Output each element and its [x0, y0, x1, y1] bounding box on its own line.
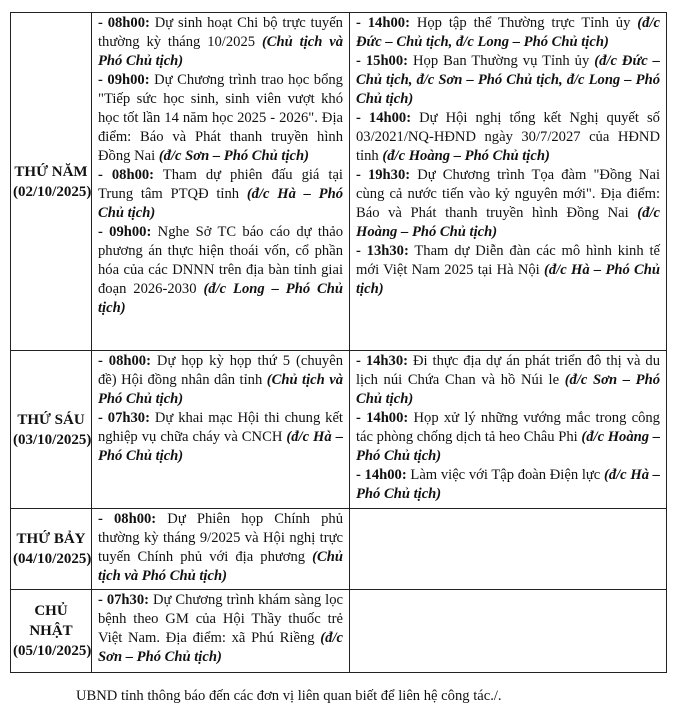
item-text: Dự Chương trình khám sàng lọc bệnh theo GM của Hội Thầy thuốc trẻ Việt Nam. Địa điểm: xã Phú Riềng	[98, 592, 343, 646]
item-text: Đi thực địa dự án phát triển đô thị và du lịch núi Chứa Chan và hồ Núi le	[356, 353, 660, 388]
item-attendees: (đ/c Hoàng – Phó Chủ tịch)	[356, 429, 661, 464]
footer-note: UBND tỉnh thông báo đến các đơn vị liên quan biết để liên hệ công tác./.	[76, 688, 502, 704]
schedule-item	[356, 14, 660, 52]
item-time: - 08h00:	[98, 15, 150, 31]
item-attendees: (đ/c Sơn – Phó Chủ tịch)	[158, 148, 309, 164]
schedule-item	[356, 409, 660, 466]
item-text: Họp xử lý những vướng mắc trong công tác phòng chống dịch tả heo Châu Phi	[356, 410, 660, 445]
item-attendees: (đ/c Long – Phó Chủ tịch)	[98, 281, 343, 316]
day-cell	[11, 13, 92, 351]
item-text: Làm việc với Tập đoàn Điện lực	[406, 467, 604, 483]
item-attendees: (đ/c Sơn – Phó Chủ tịch)	[356, 372, 660, 407]
item-attendees: (đ/c Đức – Chủ tịch, đ/c Long – Phó Chủ tịch)	[356, 15, 660, 50]
item-text: Dự khai mạc Hội thi chung kết nghiệp vụ chữa cháy và CNCH	[98, 410, 343, 445]
schedule-item	[98, 591, 343, 667]
day-date: (05/10/2025)	[13, 643, 92, 659]
item-attendees: (Chủ tịch và Phó Chủ tịch)	[98, 549, 343, 584]
item-text: Họp Ban Thường vụ Tỉnh ủy	[408, 53, 595, 69]
item-time: - 09h00:	[98, 224, 152, 240]
schedule-item	[98, 510, 343, 586]
schedule-item	[98, 352, 343, 409]
morning-cell	[92, 13, 350, 351]
schedule-item	[98, 14, 343, 71]
day-cell	[11, 590, 92, 673]
item-text: Tham dự Diễn đàn các mô hình kinh tế mới Việt Nam 2025 tại Hà Nội	[356, 243, 660, 278]
item-time: - 15h00:	[356, 53, 409, 69]
schedule-item	[356, 166, 660, 242]
item-attendees: (đ/c Đức – Chủ tịch, đ/c Sơn – Phó Chủ tịch, đ/c Long – Phó Chủ tịch)	[356, 53, 660, 107]
item-time: - 08h00:	[98, 511, 157, 527]
day-name: CHỦ NHẬT	[29, 603, 73, 639]
item-attendees: (đ/c Hà – Phó Chủ tịch)	[98, 186, 343, 221]
item-attendees: (đ/c Hoàng – Phó Chủ tịch)	[382, 148, 550, 164]
item-time: - 14h00:	[356, 15, 410, 31]
item-text: Dự Phiên họp Chính phủ thường kỳ tháng 9/2025 và Hội nghị trực tuyến Chính phủ với địa phương	[98, 511, 343, 565]
schedule-item	[356, 466, 660, 504]
schedule-item	[356, 242, 660, 299]
day-date: (04/10/2025)	[13, 551, 92, 567]
schedule-item	[98, 166, 343, 223]
item-attendees: (đ/c Hà – Phó Chủ tịch)	[98, 429, 343, 464]
item-attendees: (Chủ tịch và Phó Chủ tịch)	[98, 372, 343, 407]
item-time: - 14h00:	[356, 110, 412, 126]
item-text: Dự Chương trình trao học bổng "Tiếp sức học sinh, sinh viên vượt khó học tốt lần 14 năm học 2025 - 2026". Địa điểm: Báo và Phát thanh truyền hình Đồng Nai	[98, 72, 343, 164]
day-date: (03/10/2025)	[13, 431, 92, 448]
item-text: Nghe Sở TC báo cáo dự thảo phương án thực hiện thoái vốn, cổ phần hóa của các DNNN trên địa bàn tỉnh giai đoạn 2026-2030	[98, 224, 343, 297]
schedule-item	[356, 352, 660, 409]
item-time: - 08h00:	[98, 167, 155, 183]
item-text: Dự Hội nghị tổng kết Nghị quyết số 03/2021/NQ-HĐND ngày 30/7/2027 của HĐND tỉnh	[356, 110, 660, 164]
item-attendees: (đ/c Sơn – Phó Chủ tịch)	[98, 630, 343, 665]
afternoon-cell	[350, 590, 667, 673]
schedule-body	[11, 13, 667, 673]
schedule-row-thu-nam	[11, 13, 667, 351]
day-name: THỨ NĂM	[14, 163, 88, 180]
day-date: (02/10/2025)	[13, 183, 92, 200]
morning-cell	[92, 509, 350, 590]
item-attendees: (Chủ tịch và Phó Chủ tịch)	[98, 34, 343, 69]
item-attendees: (đ/c Hà – Phó Chủ tịch)	[356, 262, 660, 297]
schedule-item	[356, 109, 660, 166]
schedule-item	[356, 52, 660, 109]
item-text: Họp tập thể Thường trực Tỉnh ủy	[409, 15, 638, 31]
item-time: - 19h30:	[356, 167, 411, 183]
schedule-table	[10, 12, 667, 673]
day-cell	[11, 351, 92, 509]
day-name: THỨ SÁU	[17, 411, 85, 428]
item-text: Tham dự phiên đấu giá tại Trung tâm PTQĐ tỉnh	[98, 167, 343, 202]
schedule-row-thu-bay	[11, 509, 667, 590]
day-name: THỨ BẢY	[16, 531, 86, 547]
afternoon-cell	[350, 351, 667, 509]
schedule-item	[98, 409, 343, 466]
item-attendees: (đ/c Hà – Phó Chủ tịch)	[356, 467, 660, 502]
item-time: - 07h30:	[98, 410, 150, 426]
item-text: Dự họp kỳ họp thứ 5 (chuyên đề) Hội đồng nhân dân tỉnh	[98, 353, 343, 388]
schedule-item	[98, 71, 343, 166]
day-cell	[11, 509, 92, 590]
afternoon-cell	[350, 13, 667, 351]
schedule-row-thu-sau	[11, 351, 667, 509]
item-attendees: (đ/c Hoàng – Phó Chủ tịch)	[356, 205, 660, 240]
item-text: Dự sinh hoạt Chi bộ trực tuyến thường kỳ tháng 10/2025	[98, 15, 343, 50]
item-time: - 07h30:	[98, 592, 149, 608]
item-time: - 13h30:	[356, 243, 409, 259]
item-time: - 14h30:	[356, 353, 408, 369]
schedule-item	[98, 223, 343, 318]
morning-cell	[92, 351, 350, 509]
item-text: Dự Chương trình Tọa đàm "Đồng Nai cùng cả nước tiến vào kỷ nguyên mới". Địa điểm: Báo và Phát thanh truyền hình Đồng Nai	[356, 167, 660, 221]
schedule-row-chu-nhat	[11, 590, 667, 673]
item-time: - 09h00:	[98, 72, 150, 88]
afternoon-cell	[350, 509, 667, 590]
item-time: - 14h00:	[356, 410, 409, 426]
item-time: - 14h00:	[356, 467, 407, 483]
item-time: - 08h00:	[98, 353, 151, 369]
morning-cell	[92, 590, 350, 673]
